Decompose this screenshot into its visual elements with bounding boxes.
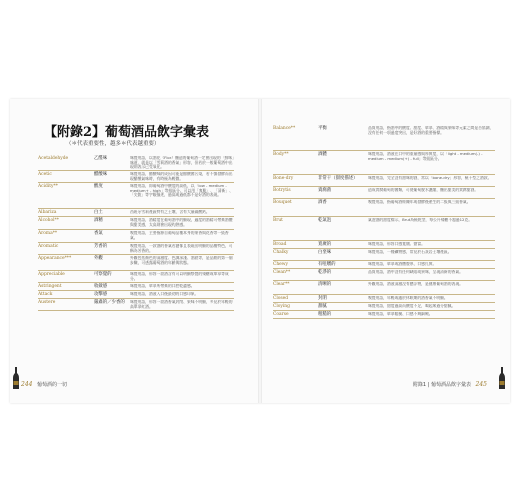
glossary-list-right — [273, 125, 495, 319]
glossary-entry — [273, 187, 495, 199]
wine-bottle-icon — [498, 367, 506, 389]
entry-translation: 醋酸味 — [94, 172, 108, 177]
entry-definition: 味覺用語，酒精度在葡萄酒中的顯現，適度的酒精可帶來酒體與甜美感，太高則會出現灼熱感。 — [130, 218, 233, 227]
entry-definition: 品質用語，指酒中的酸度、甜度、單寧、酒精與果味等元素之間是否協調，沒有任何一項過度突出，是好酒的重要指標。 — [368, 126, 494, 135]
page-title: 【附錄2】葡萄酒品飲字彙表 — [44, 125, 210, 140]
entry-translation: 甜膩 — [318, 304, 327, 309]
entry-term: Body** — [273, 152, 289, 157]
entry-definition: 品質用語，酒中沒有任何缺陷或異味，呈現清新的香氣。 — [368, 270, 463, 274]
right-page — [261, 99, 510, 403]
folio-left — [18, 381, 67, 388]
entry-definition: 味覺用語，以酒花（Flor）釀造的葡萄酒一定會出現的「鮮味」味道，就是以「雪莉酒的香氣」形容，但若於一般葡萄酒中出現則表示已受氧化。 — [130, 156, 234, 169]
glossary-entry — [273, 249, 495, 261]
glossary-entry — [38, 209, 234, 217]
entry-term: Acidity** — [38, 184, 58, 189]
entry-term: Bone-dry — [273, 176, 294, 181]
glossary-entry — [273, 217, 495, 241]
entry-translation: 酒精 — [94, 218, 103, 223]
glossary-entry — [38, 155, 234, 171]
entry-definition: 外觀包括顏色的清澈度、色調深淺、酒淚等，是品飲的第一個步驟，可透露葡萄酒的年齡與狀態。 — [130, 256, 233, 265]
entry-definition: 氣泡酒的甜度標示，Brut為極乾型，每公升殘糖不超過12克。 — [368, 218, 473, 222]
entry-definition: 味覺用語，一種礦物感，常見於石灰岩土壤產區。 — [368, 250, 452, 254]
entry-definition: 嗅覺用語，主要指源自葡萄品種本身的果香與花香等一級香氣。 — [130, 231, 229, 240]
entry-translation: 外觀 — [94, 256, 103, 261]
glossary-entry — [273, 269, 495, 281]
entry-definition: 西班牙雪莉產區特有之土壤，含有大量碳酸鈣。 — [130, 210, 210, 214]
glossary-list-left — [38, 155, 234, 311]
entry-term: Astringent — [38, 284, 62, 289]
glossary-entry — [273, 261, 495, 269]
entry-term: Acetic — [38, 172, 52, 177]
glossary-entry — [273, 241, 495, 249]
entry-translation: 酒體 — [318, 152, 327, 157]
entry-translation: 酒香 — [318, 200, 327, 205]
book-spread — [10, 99, 510, 403]
entry-term: Appreciable — [38, 272, 65, 277]
glossary-entry — [38, 255, 234, 271]
glossary-entry — [273, 295, 495, 303]
entry-term: Austere — [38, 300, 56, 305]
glossary-entry — [38, 271, 234, 283]
glossary-entry — [38, 299, 234, 311]
entry-term: Coarse — [273, 312, 289, 317]
entry-term: Acetaldehyde — [38, 156, 69, 161]
entry-translation: 乾氣泡 — [318, 218, 332, 223]
entry-translation: 酸度 — [94, 184, 103, 189]
entry-translation: 攻擊感 — [94, 292, 108, 297]
entry-definition: 味覺用語，形容一款酒香氣封閉、果味不明顯，多見於年輕的高單寧紅酒。 — [130, 300, 233, 309]
glossary-entry — [38, 217, 234, 230]
page-running-title: 葡萄酒的一切 — [37, 382, 68, 388]
entry-term: Cloying — [273, 304, 290, 309]
glossary-entry — [273, 199, 495, 217]
entry-term: Clean** — [273, 270, 291, 275]
entry-term: Brut — [273, 218, 283, 223]
left-page — [10, 99, 259, 403]
glossary-entry — [38, 171, 234, 183]
entry-definition: 味覺用語，醋酸味的成因可能是醋酸菌污染，若不慎發酵而出現醋酸氣味時，有時極為輕微。 — [130, 172, 233, 181]
folio-right — [413, 381, 490, 388]
entry-translation: 粗糙的 — [318, 312, 332, 317]
entry-term: Balance** — [273, 126, 296, 131]
entry-translation: 貴腐菌 — [318, 188, 332, 193]
entry-definition: 味覺用語，形容口感寬闊、豐富。 — [368, 242, 425, 246]
entry-term: Closed — [273, 296, 289, 301]
entry-translation: 白土 — [94, 210, 103, 215]
entry-translation: 可察覺的 — [94, 272, 112, 277]
glossary-entry — [273, 311, 495, 319]
entry-definition: 外觀用語，酒液清澈沒有懸浮物，是健康葡萄酒的表現。 — [368, 282, 463, 286]
entry-definition: 味覺用語，完全沒有甜味的酒，常以「bone-dry」形容，極干型之酒款。 — [368, 176, 492, 180]
entry-definition: 嗅覺用語，一款酒的香氣若濃郁且表現出明顯的品種特色，可稱為芳香的。 — [130, 244, 233, 253]
glossary-entry — [38, 283, 234, 291]
entry-definition: 味覺用語，甜度過高而酸度不足，喝起來過分甜膩。 — [368, 304, 456, 308]
entry-translation: 乙醛味 — [94, 156, 108, 161]
entry-translation: 白堊味 — [318, 250, 332, 255]
entry-term: Chalky — [273, 250, 289, 255]
glossary-entry — [273, 281, 495, 295]
entry-translation: 香氣 — [94, 231, 103, 236]
entry-definition: 造成貴腐葡萄的菌類，可使葡萄脫水濃縮，釀出甜美的貴腐甜酒。 — [368, 188, 479, 192]
page-number: 245 — [475, 381, 487, 388]
entry-translation: 有咀嚼的 — [318, 262, 336, 267]
glossary-entry — [273, 151, 495, 175]
entry-term: Broad — [273, 242, 287, 247]
page-running-title: 附錄1 | 葡萄酒品飲字彙表 — [412, 382, 471, 388]
entry-term: Clear** — [273, 282, 290, 287]
entry-definition: 嗅覺用語，指葡萄酒經陳年或發酵後產生的二級與三級香氣。 — [368, 200, 471, 204]
entry-term: Albariza — [38, 210, 57, 215]
glossary-entry — [38, 291, 234, 299]
entry-term: Alcohol** — [38, 218, 59, 223]
entry-term: Chewy — [273, 262, 289, 267]
entry-definition: 味覺用語，即葡萄酒中酸度的高低，以「low - medium - medium+ - high」等級區分。可以用「爽脆」、「清新」、「尖銳」等字眼描述，過高或過低都不是好酒的表現。 — [130, 184, 233, 198]
entry-translation: 平衡 — [318, 126, 327, 131]
entry-translation: 封閉 — [318, 296, 327, 301]
entry-term: Appearance*** — [38, 256, 72, 261]
entry-term: Aromatic — [38, 244, 59, 249]
entry-term: Aroma** — [38, 231, 58, 236]
glossary-entry — [273, 125, 495, 151]
glossary-entry — [38, 243, 234, 255]
entry-definition: 味覺用語，酒液在口中的重量感與厚實度，以「light - medium(-) - medium - medium(+) - full」等級區分。 — [368, 152, 483, 161]
glossary-entry — [273, 175, 495, 187]
entry-translation: 乾淨的 — [318, 270, 332, 275]
entry-term: Botrytis — [273, 188, 291, 193]
entry-definition: 味覺用語，單寧所帶來的口腔乾澀感。 — [130, 284, 195, 288]
entry-definition: 味覺用語，單寧粗糙、口感不夠細緻。 — [368, 312, 433, 316]
entry-translation: 嚴肅的／少香的 — [94, 300, 125, 305]
entry-translation: 芳香的 — [94, 244, 108, 249]
glossary-entry — [273, 303, 495, 311]
glossary-entry — [38, 183, 234, 209]
entry-translation: 清晰的 — [318, 282, 332, 287]
glossary-entry — [38, 230, 234, 243]
entry-translation: 寬廣的 — [318, 242, 332, 247]
entry-definition: 味覺用語，酒液入口後最初的口感印象。 — [130, 292, 199, 296]
entry-translation: 非常干（甜度描述） — [318, 176, 358, 181]
page-subtitle: （＊代表重要性，越多＊代表越重要） — [66, 141, 160, 147]
entry-term: Attack — [38, 292, 53, 297]
page-number: 244 — [21, 381, 33, 388]
entry-definition: 嗅覺用語，年輕或處於休眠期的酒香氣不明顯。 — [368, 296, 448, 300]
entry-definition: 味覺用語，形容一款酒含有可以明顯察覺的殘糖或單寧等成分。 — [130, 272, 229, 281]
entry-term: Bouquet — [273, 200, 292, 205]
entry-translation: 收斂感 — [94, 284, 108, 289]
entry-definition: 味覺用語，單寧或酒體豐厚，口感扎實。 — [368, 262, 437, 266]
